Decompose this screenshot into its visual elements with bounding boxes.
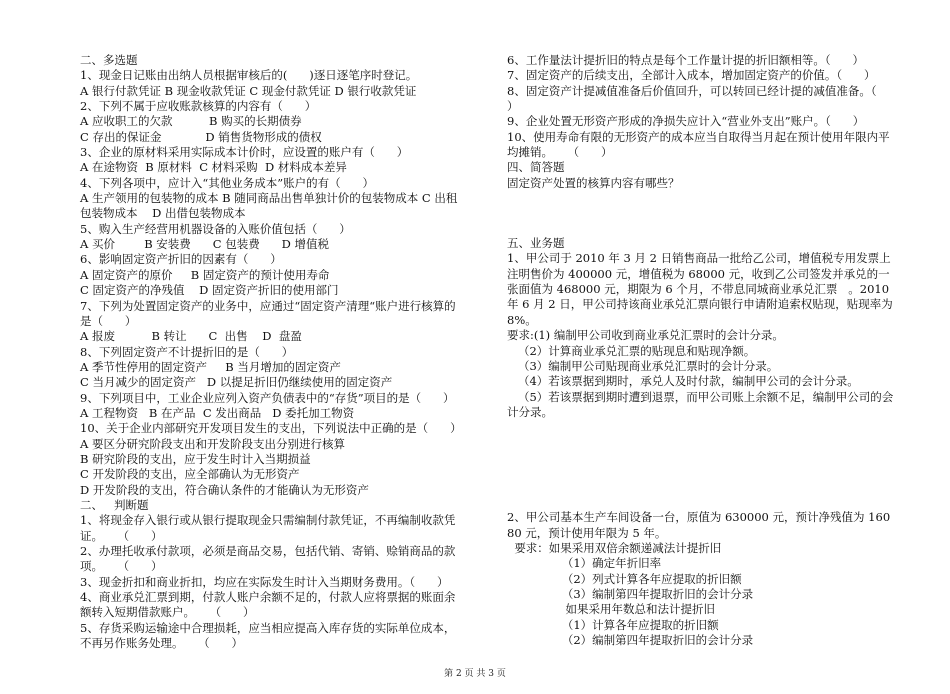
right-column-line: 8、固定资产计提减值准备后价值回升，可以转回已经计提的减值准备。（ ） [507, 83, 899, 114]
left-column-line: A 固定资产的原价 B 固定资产的预计使用寿命 [80, 267, 330, 282]
left-column-line: 6、影响固定资产折旧的因素有（ ） [80, 252, 282, 267]
left-column-line: A 应收职工的欠款 B 购买的长期债券 [80, 114, 302, 129]
right-column-line [507, 221, 897, 236]
left-column-line: 3、现金折扣和商业折扣，均应在实际发生时计入当期财务费用。（ ） [80, 574, 449, 589]
right-column-line: （2）计算商业承兑汇票的贴现息和贴现净额。 [507, 343, 756, 358]
right-column-line: 五、业务题 [507, 236, 565, 251]
left-column-line: A 工程物资 B 在产品 C 发出商品 D 委托加工物资 [80, 405, 355, 420]
right-column-line: 固定资产处置的核算内容有哪些？ [507, 175, 680, 190]
left-column-line: C 当月减少的固定资产 D 以提足折旧仍继续使用的固定资产 [80, 375, 393, 390]
left-column-line: C 存出的保证金 D 销售货物形成的债权 [80, 129, 322, 144]
right-column-line: 2、甲公司基本生产车间设备一台，原值为 630000 元，预计净残值为 16080 元，预计使用年限为 5 年。 [507, 510, 891, 540]
right-column-line: （2）列式计算各年应提取的折旧额 [507, 571, 742, 586]
right-column-line: （1）计算各年应提取的折旧额 [507, 617, 719, 632]
left-column-line: 7、下列为处置固定资产的业务中，应通过“固定资产清理“账户进行核算的是（ ） [80, 298, 456, 328]
right-column-line: 6、工作量法计提折旧的特点是每个工作量计提的折旧额相等。（ ） [507, 53, 864, 67]
right-column-line: 7、固定资产的后续支出，全部计入成本，增加固定资产的价值。（ ） [507, 68, 876, 83]
right-column-line [507, 450, 897, 465]
left-column-line: C 开发阶段的支出，应全部确认为无形资产 [80, 467, 300, 482]
right-column-line: 如果采用年数总和法计提折旧 [507, 602, 715, 617]
right-column-line: （3）编制第四年提取折旧的会计分录 [507, 586, 754, 601]
right-column-line [507, 191, 897, 206]
right-column-line: 9、企业处置无形资产形成的净损失应计入“营业外支出”账户。（ ） [507, 114, 865, 129]
left-column-line: A 要区分研究阶段支出和开发阶段支出分别进行核算 [80, 436, 345, 451]
left-column-line: A 报废 B 转让 C 出售 D 盘盈 [80, 329, 302, 344]
right-column-line: （4）若该票据到期时，承兑人及时付款，编制甲公司的会计分录。 [507, 374, 859, 389]
right-column-line: 1、甲公司于 2010 年 3 月 2 日销售商品一批给乙公司，增值税专用发票上注明售价为 400000 元，增值税为 68000 元，收到乙公司签发并承兑的一张面值为 468000 元，期限为 6 个月，不带息同城商业承兑汇票 。2010 年 6 月 2 日，甲公司持该商业承兑汇票向银行申请附追索权贴现，贴现率为 8%。 [507, 251, 897, 327]
right-column [507, 53, 897, 648]
left-column-line: 5、购入生产经营用机器设备的入账价值包括（ ） [80, 221, 351, 236]
left-column-line: A 买价 B 安装费 C 包装费 D 增值税 [80, 237, 330, 252]
left-column-line: 5、存货采购运输途中合理损耗，应当相应提高入库存货的实际单位成本，不再另作账务处理。 （ ） [80, 620, 456, 651]
left-column-line: 10、关于企业内部研究开发项目发生的支出，下列说法中正确的是（ ） [80, 421, 462, 436]
left-column-line: 1、将现金存入银行或从银行提取现金只需编制付款凭证，不再编制收款凭证。 （ ） [80, 513, 456, 543]
right-column-line: （5）若该票据到期时遭到退票，而甲公司账上余额不足，编制甲公司的会计分录。 [507, 389, 894, 419]
right-column-line [507, 206, 897, 221]
right-column-line: 四、简答题 [507, 160, 565, 175]
right-column-line: （1）确定年折旧率 [507, 556, 662, 571]
page-footer: 第 2 页 共 3 页 [444, 669, 506, 679]
left-column [80, 53, 465, 651]
left-column-line: B 研究阶段的支出，应于发生时计入当期损益 [80, 451, 311, 466]
left-column-line: A 银行付款凭证 B 现金收款凭证 C 现金付款凭证 D 银行收款凭证 [80, 83, 417, 98]
left-column-line: 4、下列各项中，应计入“其他业务成本”账户的有（ ） [80, 175, 375, 190]
right-column-line [507, 480, 897, 495]
left-column-line: 2、下列不属于应收账款核算的内容有（ ） [80, 99, 317, 114]
left-column-line: C 固定资产的净残值 D 固定资产折旧的使用部门 [80, 283, 339, 298]
left-column-line: 9、下列项目中，工业企业应列入资产负债表中的“存货”项目的是（ ） [80, 390, 455, 405]
left-column-line: A 在途物资 B 原材料 C 材料采购 D 材料成本差异 [80, 160, 347, 175]
right-column-line: 要求:(1) 编制甲公司收到商业承兑汇票时的会计分录。 [507, 328, 784, 343]
right-column-line [507, 420, 897, 435]
right-column-line [507, 435, 897, 450]
left-column-line: 二、 判断题 [80, 497, 149, 512]
right-column-line: 10、使用寿命有限的无形资产的成本应当自取得当月起在预计使用年限内平均摊销。 （ ） [507, 129, 890, 160]
left-column-line: 4、商业承兑汇票到期，付款人账户余额不足的，付款人应将票据的账面余额转入短期借款账户。 （ ） [80, 590, 456, 620]
left-column-line: A 生产领用的包装物的成本 B 随同商品出售单独计价的包装物成本 C 出租包装物成本 D 出借包装物成本 [80, 191, 458, 221]
right-column-line: （2）编制第四年提取折旧的会计分录 [507, 632, 754, 647]
right-column-line: （3）编制甲公司贴现商业承兑汇票时的会计分录。 [507, 358, 779, 373]
left-column-line: 3、企业的原材料采用实际成本计价时，应设置的账户有（ ） [80, 145, 409, 160]
right-column-line: 要求：如果采用双倍余额递减法计提折旧 [507, 540, 722, 555]
left-column-line: 8、下列固定资产不计提折旧的是（ ） [80, 344, 294, 359]
left-column-line: A 季节性停用的固定资产 B 当月增加的固定资产 [80, 359, 341, 374]
left-column-line: 2、办理托收承付款项，必须是商品交易，包括代销、寄销、赊销商品的款项。 （ ） [80, 544, 456, 574]
left-column-line: 1、现金日记账由出纳人员根据审核后的( )逐日逐笔序时登记。 [80, 68, 418, 83]
right-column-line [507, 465, 897, 480]
left-column-line: D 开发阶段的支出，符合确认条件的才能确认为无形资产 [80, 482, 369, 497]
left-column-line: 二、多选题 [80, 53, 138, 67]
right-column-line [507, 495, 897, 510]
